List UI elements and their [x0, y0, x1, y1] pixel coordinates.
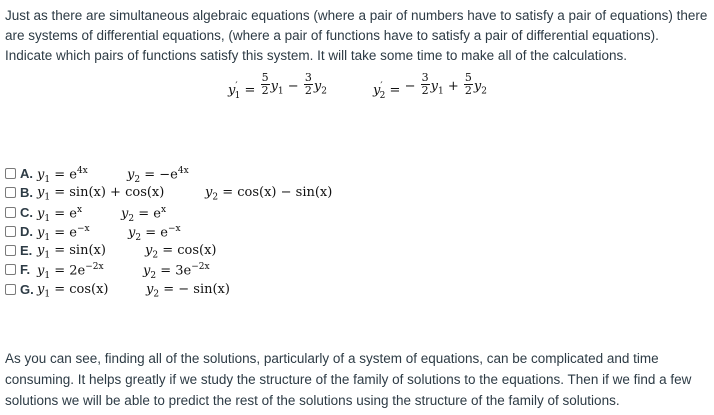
eq2-v1-sub: 1 — [437, 86, 444, 97]
option-a-label: A. — [20, 166, 33, 181]
eq1-v2-sub: 2 — [321, 86, 327, 97]
eq2-coef2-num: 5 — [464, 71, 472, 84]
eq1-lhs-prime: ′ — [235, 81, 238, 92]
intro-paragraph: Just as there are simultaneous algebraic equations (where a pair of numbers have to satisfy a pair of equations) there are systems of differential equations, (where a pair of functions have to satisfy a pair of differential equations). Indicate which pairs of functions satisfy this system. It will take some time to make all of the calculations. — [5, 8, 708, 63]
option-g-label: G. — [20, 281, 34, 297]
eq2-lhs-prime: ′ — [380, 81, 383, 92]
eq1-coef1-num: 5 — [261, 71, 269, 84]
option-e-y2: $y_2 = \cos(x)$ — [145, 243, 217, 261]
eq1-v2: y — [313, 79, 322, 94]
option-b-y1: $y_1 = \sin(x) + \cos(x)$ — [37, 185, 165, 203]
eq1-coef2 — [304, 72, 313, 97]
option-a-y2: $y_2 = -e^{4x}$ — [127, 166, 189, 185]
eq1-lhs-sub: 1 — [234, 90, 241, 101]
eq1-coef1-den: 2 — [261, 84, 269, 97]
eq1-op: − — [287, 79, 299, 94]
eq2-coef1 — [421, 72, 430, 97]
option-d-y1: $y_1 = e^{-x}$ — [37, 223, 90, 243]
option-f-y2: $y_2 = 3e^{-2x}$ — [143, 262, 210, 282]
option-e-label: E. — [20, 243, 33, 259]
option-g-y2: $y_2$ = − sin(x) — [146, 281, 230, 300]
option-c-checkbox[interactable] — [5, 207, 16, 218]
option-c-label: C. — [20, 204, 33, 220]
option-f-checkbox[interactable] — [5, 264, 16, 275]
eq2-v2: y — [473, 79, 482, 94]
eq2-coef1-den: 2 — [421, 84, 429, 97]
eq1-coef2-den: 2 — [304, 84, 312, 97]
eq2-coef2 — [464, 72, 473, 97]
eq2-coef2-den: 2 — [464, 84, 472, 97]
option-f-y1: $y_1 = 2e^{-2x}$ — [37, 262, 104, 282]
option-e-checkbox[interactable] — [5, 245, 16, 256]
option-e-y1: $y_1 = \sin(x)$ — [37, 243, 106, 261]
option-g-y1: $y_1 = \cos(x)$ — [37, 281, 109, 300]
eq2-equals: = — [389, 83, 401, 98]
option-d-label: D. — [20, 223, 33, 239]
eq2-v1: y — [430, 79, 438, 94]
option-c-y2: $y_2 = e^x$ — [121, 204, 167, 224]
option-d-checkbox[interactable] — [5, 226, 16, 237]
option-c-y1: $y_1 = e^x$ — [37, 204, 83, 224]
outro-paragraph: As you can see, finding all of the solutions, particularly of a system of equations, can be complicated and time consuming. It helps greatly if we study the structure of the family of solutions to the equations. Then if we find a few solutions we will be able to predict the rest of the solutions using the structure of the family of solutions. — [5, 351, 692, 408]
option-f-label: F. — [20, 262, 31, 278]
option-a-y1: $y_1 = e^{4x}$ — [37, 166, 88, 185]
eq1-coef2-num: 3 — [304, 71, 312, 84]
eq2-lhs-sub: 2 — [379, 90, 386, 101]
option-g-checkbox[interactable] — [5, 284, 16, 295]
eq1-v1-sub: 1 — [277, 86, 284, 97]
eq1-v1: y — [270, 79, 278, 94]
option-d-y2: $y_2 = e^{-x}$ — [128, 223, 181, 243]
eq2-lead-sign: − — [404, 79, 416, 94]
eq2-coef1-num: 3 — [421, 71, 429, 84]
equation-1 — [228, 72, 327, 112]
option-b-checkbox[interactable] — [5, 187, 16, 198]
eq2-op: + — [447, 79, 459, 94]
eq1-coef1 — [261, 72, 270, 97]
option-b-y2: $y_2 = \cos(x) - \sin(x)$ — [205, 185, 333, 203]
eq2-lhs: y — [373, 83, 381, 98]
option-a-checkbox[interactable] — [5, 168, 16, 179]
option-b-label: B. — [20, 185, 33, 201]
equation-2 — [373, 72, 487, 112]
eq1-equals: = — [244, 83, 256, 98]
eq1-lhs: y — [228, 83, 236, 98]
eq2-v2-sub: 2 — [481, 86, 487, 97]
